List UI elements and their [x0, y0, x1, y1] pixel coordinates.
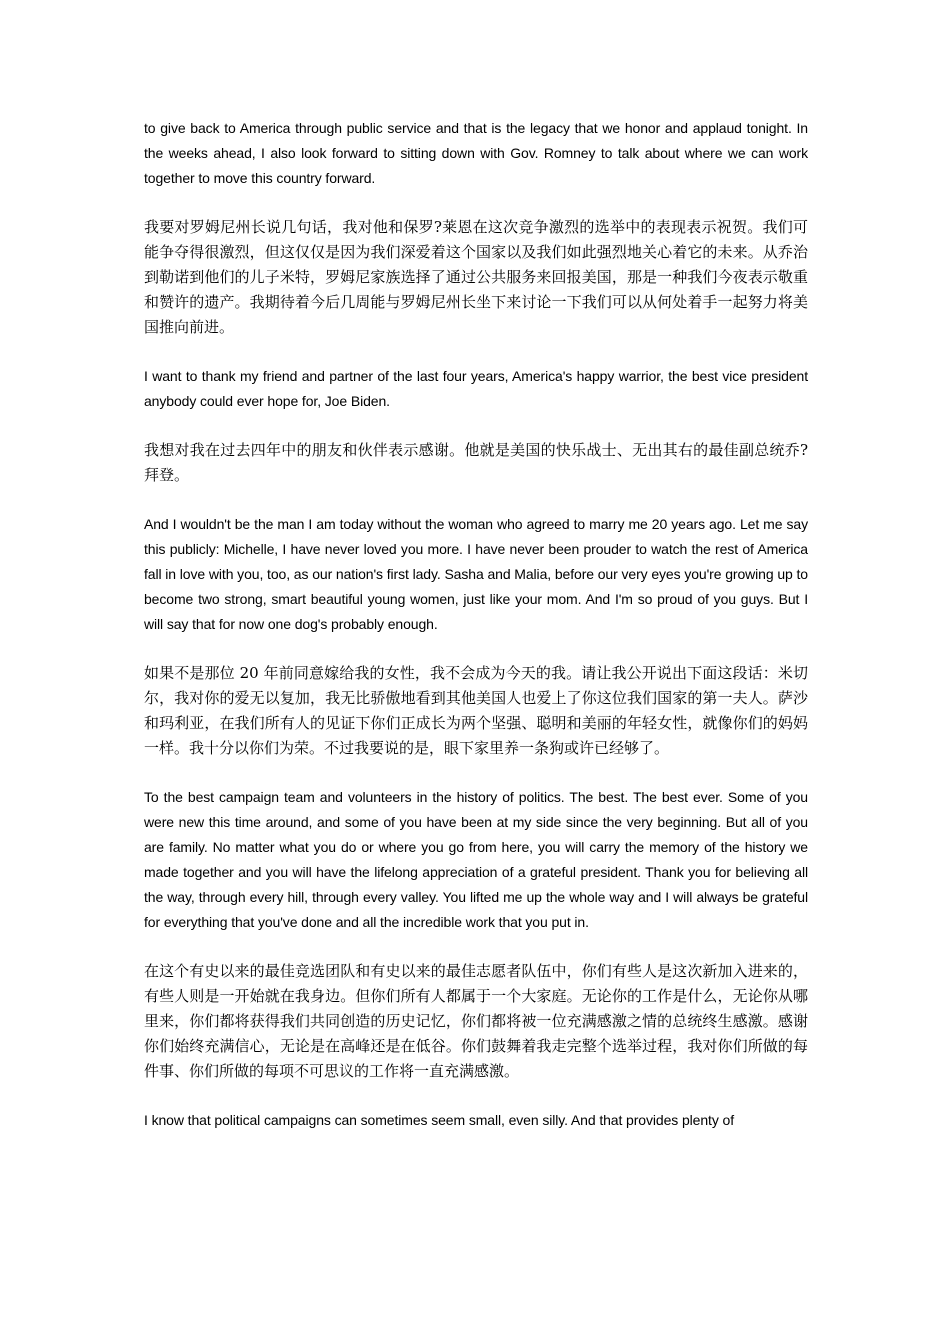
paragraph-spacer [144, 414, 808, 438]
paragraph-english-3: And I wouldn't be the man I am today without the woman who agreed to marry me 20 years ago. Let me say this publicly: Michelle, I have never loved you more. I have never been prouder to watch the rest of America fall in love with you, too, as our nation's first lady. Sasha and Malia, before our very eyes you're growing up to become two strong, smart beautiful young women, just like your mom. And I'm so proud of you guys. But I will say that for now one dog's probably enough. [144, 516, 808, 632]
paragraph-spacer [144, 191, 808, 215]
paragraph-chinese-3: 如果不是那位 20 年前同意嫁给我的女性，我不会成为今天的我。请让我公开说出下面这段话：米切尔，我对你的爱无以复加，我无比骄傲地看到其他美国人也爱上了你这位我们国家的第一夫人。萨沙和玛利亚，在我们所有人的见证下你们正成长为两个坚强、聪明和美丽的年轻女性，就像你们的妈妈一样。我十分以你们为荣。不过我要说的是，眼下家里养一条狗或许已经够了。 [144, 664, 808, 757]
paragraph-english-2: I want to thank my friend and partner of the last four years, America's happy warrior, the best vice president anybody could ever hope for, Joe Biden. [144, 368, 808, 409]
paragraph-spacer [144, 340, 808, 364]
document-body [144, 116, 808, 1133]
paragraph-chinese-2: 我想对我在过去四年中的朋友和伙伴表示感谢。他就是美国的快乐战士、无出其右的最佳副总统乔?拜登。 [144, 441, 808, 484]
paragraph-english-4: To the best campaign team and volunteers in the history of politics. The best. The best ever. Some of you were new this time around, and some of you have been at my side since the very beginning. But all of you are family. No matter what you do or where you go from here, you will carry the memory of the history we made together and you will have the lifelong appreciation of a grateful president. Thank you for believing all the way, through every hill, through every valley. You lifted me up the whole way and I will always be grateful for everything that you've done and all the incredible work that you put in. [144, 789, 808, 930]
paragraph-english-1: to give back to America through public service and that is the legacy that we honor and applaud tonight. In the weeks ahead, I also look forward to sitting down with Gov. Romney to talk about where we can work together to move this country forward. [144, 120, 808, 186]
paragraph-chinese-1: 我要对罗姆尼州长说几句话，我对他和保罗?莱恩在这次竞争激烈的选举中的表现表示祝贺。我们可能争夺得很激烈，但这仅仅是因为我们深爱着这个国家以及我们如此强烈地关心着它的未来。从乔治到勒诺到他们的儿子米特，罗姆尼家族选择了通过公共服务来回报美国，那是一种我们今夜表示敬重和赞许的遗产。我期待着今后几周能与罗姆尼州长坐下来讨论一下我们可以从何处着手一起努力将美国推向前进。 [144, 218, 808, 336]
paragraph-spacer [144, 1084, 808, 1108]
paragraph-chinese-4: 在这个有史以来的最佳竞选团队和有史以来的最佳志愿者队伍中，你们有些人是这次新加入进来的，有些人则是一开始就在我身边。但你们所有人都属于一个大家庭。无论你的工作是什么，无论你从哪里来，你们都将获得我们共同创造的历史记忆，你们都将被一位充满感激之情的总统终生感激。感谢你们始终充满信心，无论是在高峰还是在低谷。你们鼓舞着我走完整个选举过程，我对你们所做的每件事、你们所做的每项不可思议的工作将一直充满感激。 [144, 962, 808, 1080]
paragraph-spacer [144, 637, 808, 661]
paragraph-spacer [144, 935, 808, 959]
paragraph-english-5: I know that political campaigns can sometimes seem small, even silly. And that provides plenty of [144, 1112, 734, 1128]
paragraph-spacer [144, 761, 808, 785]
paragraph-spacer [144, 488, 808, 512]
